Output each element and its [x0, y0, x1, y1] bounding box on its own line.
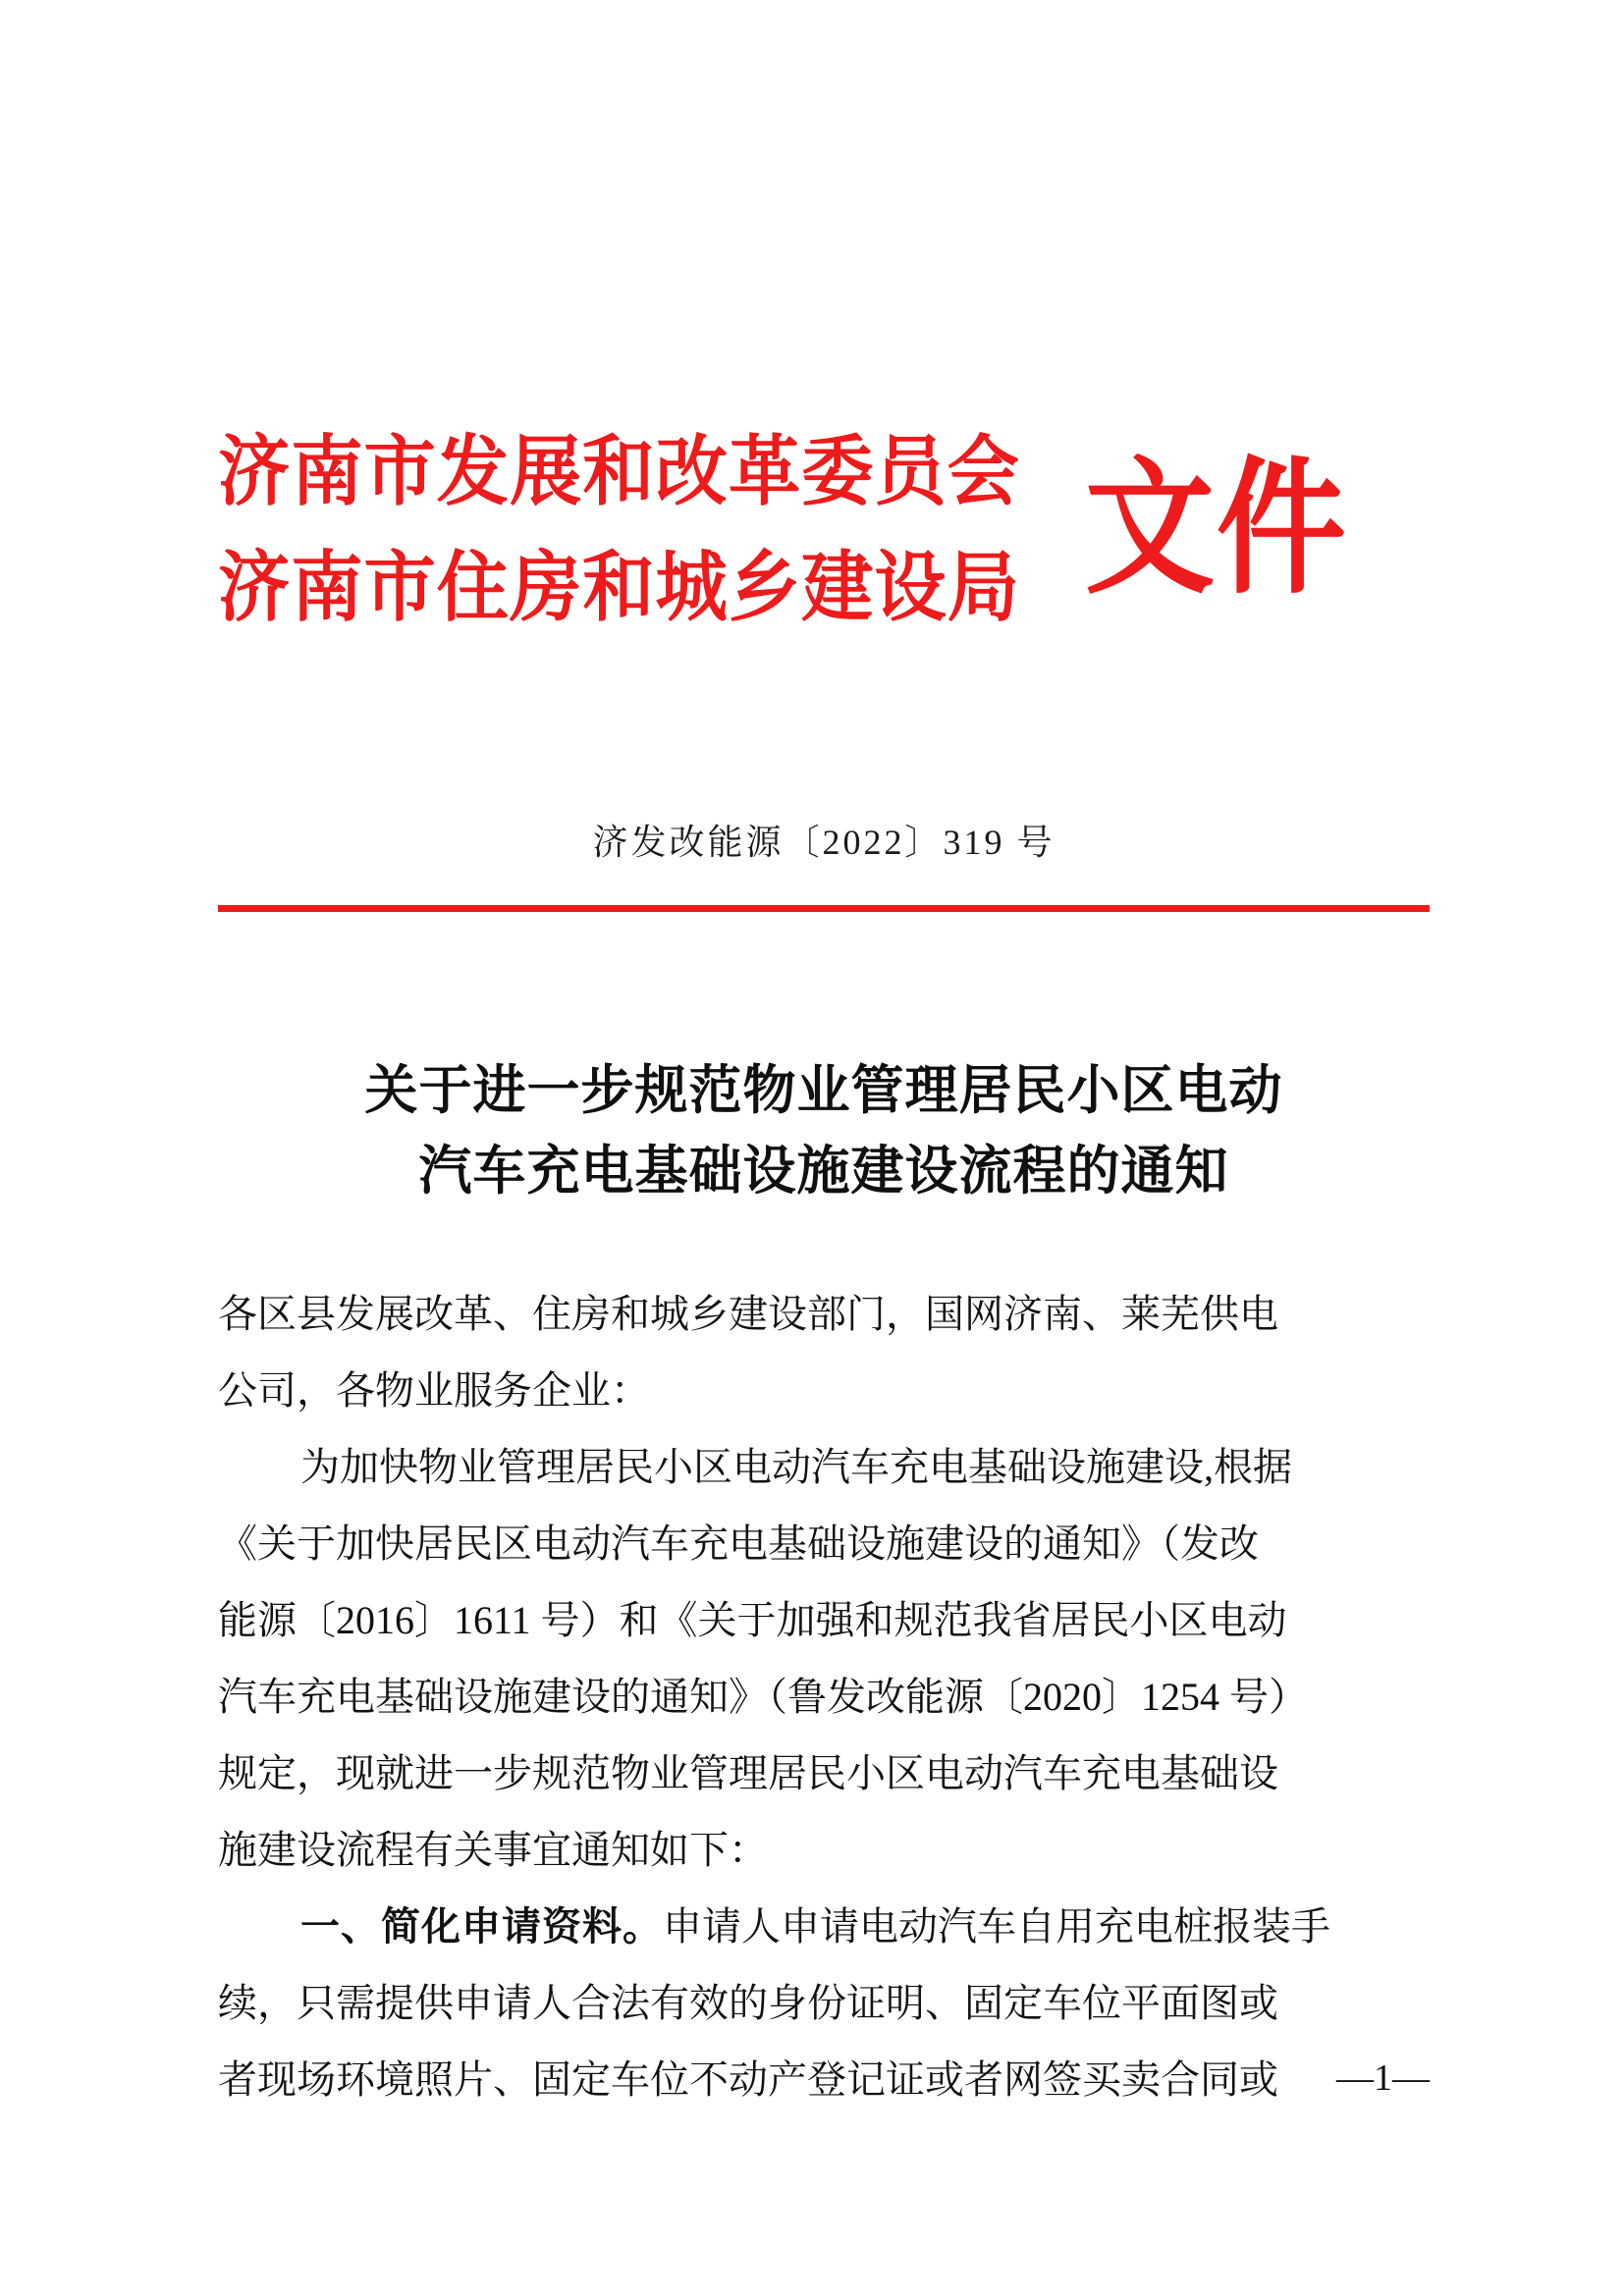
body-line: 施建设流程有关事宜通知如下： [218, 1828, 768, 1872]
document-body [218, 1276, 1430, 2118]
body-line: 公司，各物业服务企业： [218, 1368, 650, 1413]
body-line: 规定，现就进一步规范物业管理居民小区电动汽车充电基础设 [218, 1751, 1278, 1795]
document-title [218, 1050, 1430, 1211]
section-heading-1: 一、简化申请资料。 [300, 1904, 663, 1949]
page-number: —1— [1336, 2057, 1430, 2099]
body-line: 为加快物业管理居民小区电动汽车充电基础设施建设,根据 [300, 1445, 1292, 1489]
agency-line-1: 济南市发展和改革委员会 [218, 429, 1020, 514]
agency-line-2: 济南市住房和城乡建设局 [218, 545, 1020, 630]
body-line: 《关于加快居民区电动汽车充电基础设施建设的通知》（发改 [218, 1522, 1259, 1566]
red-divider-rule [218, 905, 1430, 912]
body-line: 续，只需提供申请人合法有效的身份证明、固定车位平面图或 [218, 1981, 1278, 2025]
body-line-section-heading [218, 1889, 1430, 1965]
document-word-label: 文件 [1085, 449, 1348, 612]
body-line: 汽车充电基础设施建设的通知》（鲁发改能源〔2020〕1254 号） [218, 1675, 1308, 1719]
document-number: 济发改能源〔2022〕319 号 [592, 823, 1056, 862]
issuing-agencies [218, 414, 1071, 646]
title-line-1: 关于进一步规范物业管理居民小区电动 [364, 1061, 1283, 1120]
body-line: 各区县发展改革、住房和城乡建设部门，国网济南、莱芜供电 [218, 1292, 1278, 1336]
letterhead [218, 388, 1430, 672]
title-line-2: 汽车充电基础设施建设流程的通知 [418, 1142, 1229, 1201]
body-line: 能源〔2016〕1611 号）和《关于加强和规范我省居民小区电动 [218, 1598, 1287, 1642]
body-line: 者现场环境照片、固定车位不动产登记证或者网签买卖合同或 [218, 2057, 1278, 2102]
section-heading-1-continuation: 申请人申请电动汽车自用充电桩报装手 [663, 1904, 1330, 1949]
